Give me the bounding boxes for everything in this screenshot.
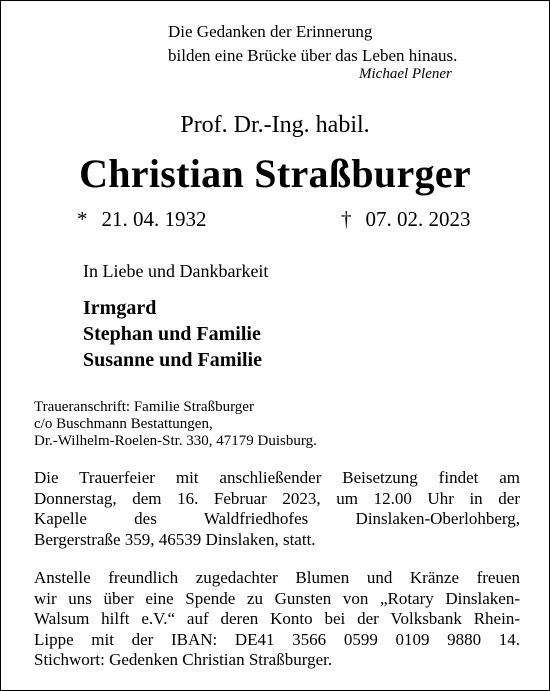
birth-date: 21. 04. 1932 xyxy=(101,207,207,231)
address-line: Dr.-Wilhelm-Roelen-Str. 330, 47179 Duisburg. xyxy=(34,433,317,449)
paragraph-line: Donnerstag, dem 16. Februar 2023, um 12.00 Uhr in der xyxy=(34,488,520,508)
paragraph-line: Lippe mit der IBAN: DE41 3566 0599 0109 9880 14. xyxy=(34,629,520,649)
paragraph-line: Die Trauerfeier mit anschließender Beisetzung findet am xyxy=(34,468,520,487)
mourner-name: Stephan und Familie xyxy=(83,323,261,345)
mourner-name: Irmgard xyxy=(83,297,157,319)
paragraph-line: Kapelle des Waldfriedhofes Dinslaken-Oberlohberg, xyxy=(34,509,520,528)
death-date: 07. 02. 2023 xyxy=(365,207,471,231)
academic-title: Prof. Dr.-Ing. habil. xyxy=(180,112,370,138)
mourner-name: Susanne und Familie xyxy=(83,349,262,371)
quote-line: bilden eine Brücke über das Leben hinaus. xyxy=(168,46,458,65)
paragraph-line: wir uns über eine Spende zu Gunsten von „Rotary Dinslaken- xyxy=(34,588,520,608)
birth-symbol: * xyxy=(77,207,88,231)
address-line: Traueranschrift: Familie Straßburger xyxy=(34,399,254,415)
birth-date-line xyxy=(77,207,207,231)
quote-line: Die Gedanken der Erinnerung xyxy=(168,22,373,41)
funeral-info-paragraph xyxy=(34,468,520,550)
paragraph-line: Walsum hilft e.V.“ auf deren Konto bei der Volksbank Rhein- xyxy=(34,609,520,628)
donation-info-paragraph xyxy=(34,568,520,671)
cross-icon: † xyxy=(341,207,352,231)
paragraph-line: Stichwort: Gedenken Christian Straßburger. xyxy=(34,650,333,669)
deceased-name: Christian Straßburger xyxy=(79,151,471,196)
death-date-line xyxy=(341,207,471,231)
paragraph-line: Anstelle freundlich zugedachter Blumen und Kränze freuen xyxy=(34,568,520,587)
dedication: In Liebe und Dankbarkeit xyxy=(83,261,269,281)
address-line: c/o Buschmann Bestattungen, xyxy=(34,416,213,432)
paragraph-line: Bergerstraße 359, 46539 Dinslaken, statt. xyxy=(34,529,316,549)
quote-author: Michael Plener xyxy=(359,66,452,82)
